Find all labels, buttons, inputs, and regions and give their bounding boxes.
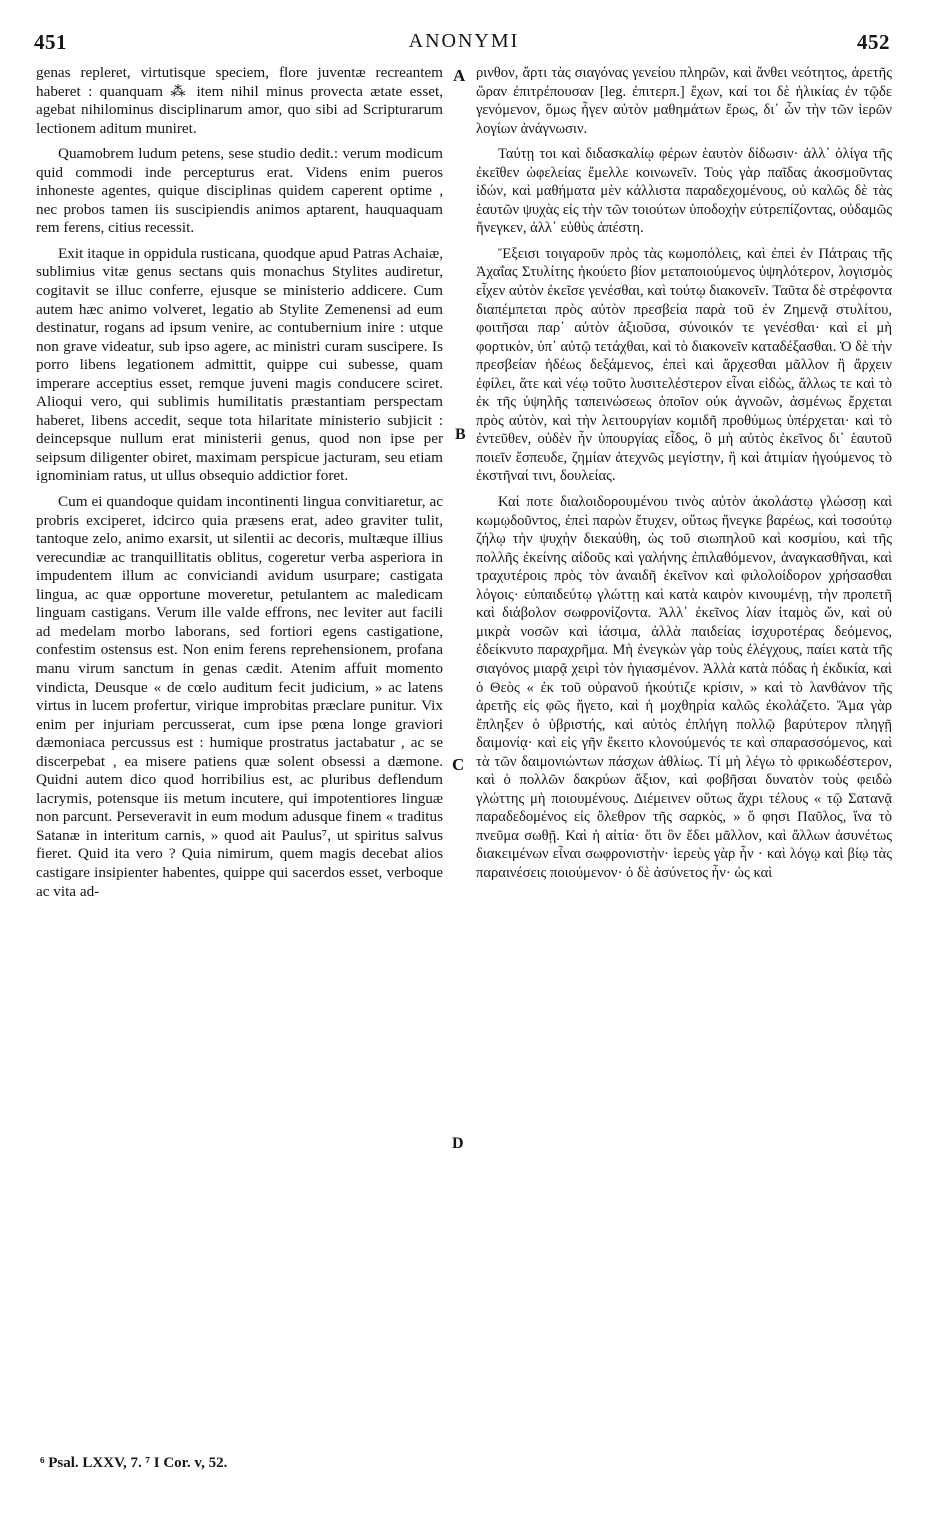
latin-paragraph-4: Cum ei quandoque quidam incontinenti lingua convitiaretur, ac probris exciperet, idcirco quia præsens erat, adeo graviter tulit, tantoque zelo, animo exarsit, ut silentii ac decoris, multæque illius verecundiæ ac tranquillitatis oblitus, cogeretur verba asperiora in impudentem illum ac conviciandi avidum usurpare; castigata lingua, ac quæ opportune moveretur, petulantem ac maledicam linguam castigans. Verum ille valde effrons, nec leviter aut facili ad medelam morbo laborans, sed fortiori egens castigatione, confestim ostensus est. Non enim ferens reprehensionem, profana manu virum sanctum in genas cædit. Atenim affuit momento vindicta, Deusque « de cœlo auditum fecit judicium, » ac latens virtus in lucem profertur, virique improbitas præclare punitur. Vix enim per injuriam percusserat, cum ipse pœna longe graviori dæmoniaca percussus est : humique prostratus jactabatur , ac se discerpebat , ea misere patiens quæ solent obsessi a dæmone. Quidni autem dico quod horribilius est, ac pluribus deflendum lacrymis, potensque iis metum incutere, qui impotentiores linguæ non parcunt. Perseveravit in eum modum adusque finem « traditus Satanæ in interitum carnis, » quod ait Paulus⁷, ut spiritus salvus fieret. Quid ita vero ? Quia nimirum, quem magis decebat alios castigare insipienter habentes, quippe qui sacerdos esset, verboque ac vita ad- [36, 493, 443, 900]
footnotes: ⁶ Psal. LXXV, 7. ⁷ I Cor. v, 52. [40, 1455, 228, 1471]
greek-column [476, 64, 892, 890]
margin-letter-d: D [452, 1135, 464, 1152]
running-title: ΑΝΟΝΥΜΙ [408, 30, 520, 52]
latin-paragraph-2: Quamobrem ludum petens, sese studio dedit.: verum modicum quid commodi inde percepturus erat. Videns enim pueros inhoneste agentes, quique disciplinas quidem caperent optime , nec probos tamen iis suscipiendis animos aptarent, hauquaquam rem ferens, citius recessit. [36, 145, 443, 237]
page-number-left: 451 [34, 30, 67, 54]
margin-letter-a: A [453, 66, 466, 85]
latin-paragraph-3: Exit itaque in oppidula rusticana, quodque apud Patras Achaiæ, sublimius vitæ genus sectans quis monachus Stylites audiretur, cogitavit se illuc conferre, ejusque se ministerio addicere. Cum autem hæc animo volveret, legatio ab Stylite Zemenensi ad eum destinatur, rogans ad ipsum venire, ac contubernium inire : utque non grave videatur, sub ipso agere, ac ministri curam suscipere. Is porro libens legationem admittit, quippe cui subesse, quam imperare acceptius esset, remque juveni magis conducere sciret. Alioqui vero, qui sublimis humilitatis præstantiam perspectam haberet, libens accedit, seque tota hilaritate ministerio subjicit : deincepsque nullum erat ministerii genus, quod non ipse per seipsum diligenter obiret, maximam perspicue jacturam, seu etiam ignominiam ratus, ut ullus obsequio addictior foret. [36, 244, 443, 485]
margin-letter-b: B [455, 426, 466, 443]
latin-paragraph-1: genas repleret, virtutisque speciem, flore juventæ recreantem haberet : quanquam ⁂ item nihil minus provecta ætate esset, agebat nihilominus disciplinarum amor, quo sibi ad Scripturarum lectionem aditum muniret. [36, 64, 443, 137]
greek-paragraph-2: Ταύτῃ τοι καὶ διδασκαλίῳ φέρων ἑαυτὸν δίδωσιν· ἀλλ᾽ ὀλίγα τῆς ἐκεῖθεν ὠφελείας ἔμελλε κοινωνεῖν. Τοὺς γὰρ παῖδας ἀκοσμοῦντας ἰδών, καὶ μαθήματα μὲν κάλλιστα παραδεχομένους, οὐ καλῶς δὲ τὰς ἑαυτῶν ψυχὰς εἰς τὴν τῶν τοιούτων ὑποδοχὴν εὐτρεπίζοντας, οὐδαμῶς ἤνεγκεν, ἀλλ᾽ εὐθὺς ἀπέστη. [476, 146, 892, 237]
page-number-right: 452 [857, 30, 890, 54]
margin-letter-c: C [452, 755, 465, 774]
running-header [0, 30, 928, 56]
greek-paragraph-1: ρινθον, ἄρτι τὰς σιαγόνας γενείου πληρῶν, καὶ ἄνθει νεότητος, ἀρετῆς ὥραν ἐπιτρέπουσαν [leg. ἐπιτερπ.] ἔχων, καί τοι δὲ ἡλικίας ἐν τῷδε γενόμενον, ὅμως ἦγεν αὐτὸν μαθημάτων ἔρως, δι᾽ ὧν τὴν τῶν ἱερῶν λογίων ἀνάγνωσιν. [476, 65, 892, 137]
greek-paragraph-4: Καί ποτε διαλοιδορουμένου τινὸς αὐτὸν ἀκολάστῳ γλώσσῃ καὶ κωμῳδοῦντος, ἐπεὶ παρὼν ἔτυχεν, οὕτως ἤνεγκε βαρέως, καὶ τοσούτῳ ζήλῳ τὴν ψυχὴν διεκαύθη, ὡς τοῦ σιωπηλοῦ καὶ κοσμίου, καὶ τῆς πολλῆς ἐκείνης αἰδοῦς καὶ γαλήνης ἐπιλαθόμενον, ἀναγκασθῆναι, καὶ τραχυτέροις πρὸς τὸν ἀναιδῆ ἐκεῖνον καὶ φιλολοίδορον χρήσασθαι λόγοις· εὐπαιδεύτῳ γλώττῃ καὶ κατὰ καιρὸν κινουμένῃ, τὴν προπετῆ καὶ διάβολον σωφρονίζοντα. Ἀλλ᾽ ἐκεῖνος λίαν ἰταμὸς ὤν, καὶ οὐ μικρὰ νοσῶν καὶ ἰάσιμα, ἀλλὰ παιδείας ἰσχυροτέρας δεόμενος, ἐδείκνυτο παραχρῆμα. Μὴ ἐνεγκὼν γὰρ τοὺς ἐλέγχους, παίει κατὰ τῆς σιαγόνος μιαρᾷ χειρὶ τὸν ἡγιασμένον. Ἀλλὰ κατὰ πόδας ἡ ἐκδικία, καὶ ὁ Θεὸς « ἐκ τοῦ οὐρανοῦ ἠκούτιζε κρίσιν, » καὶ τὸ λανθάνον τῆς ἀρετῆς εἰς φῶς ἤγετο, καὶ ἡ μοχθηρία καλῶς ἐκολάζετο. Ἅμα γὰρ ἔπληξεν ὁ ὑβριστής, καὶ αὐτὸς ἐπλήγη πολλῷ βαρύτερον πληγῇ δαιμονίᾳ· καὶ εἰς γῆν ἔκειτο κλονούμενός τε καὶ σπαρασσόμενος, καὶ τὰ τῶν δαιμονιώντων πάσχων ἀθλίως. Τί μὴ λέγω τὸ φρικωδέστερον, καὶ ὁ πολλῶν δακρύων ἄξιον, καὶ φοβῆσαι δυνατὸν τοὺς φειδὼ γλώττης μὴ ποιουμένους. Διέμεινεν οὕτως ἄχρι τέλους « τῷ Σατανᾷ παραδεδομένος εἰς ὄλεθρον τῆς σαρκὸς, » ὅ φησι Παῦλος, ἵνα τὸ πνεῦμα σωθῇ. Καὶ ἡ αἰτία· ὅτι ὃν ἔδει μᾶλλον, καὶ ἄλλων ἀσυνέτως διακειμένων εἶναι σωφρονιστὴν· ἱερεὺς γὰρ ἦν · καὶ λόγῳ καὶ βίῳ τὰς παραινέσεις ποιούμενον· ὁ δὲ ἀσύνετος ἦν· ὡς καὶ [476, 494, 892, 881]
greek-paragraph-3: Ἔξεισι τοιγαροῦν πρὸς τὰς κωμοπόλεις, καὶ ἐπεὶ ἐν Πάτραις τῆς Ἀχαΐας Στυλίτης ἠκούετο βίον μεταποιούμενος ὑψηλότερον, λογισμὸς εἶχεν αὐτὸν ἐκεῖσε γενέσθαι, καὶ τούτῳ διακονεῖν. Ταῦτα δὲ στρέφοντα διαπέμπεται πρὸς αὐτὸν πρεσβεία παρὰ τοῦ ἐν Ζημενᾷ στυλίτου, φοιτῆσαι παρ᾽ αὐτὸν ἀξιοῦσα, σύνοικόν τε γενέσθαι· καὶ εἰ μὴ φορτικὸν, ὑπ᾽ αὐτῷ τετάχθαι, καὶ τὸ διακονεῖν καταδέξασθαι. Ὁ δὲ τὴν πρεσβείαν ἡδέως δεξάμενος, ἐπεὶ καὶ ἄρχεσθαι μᾶλλον ἢ ἄρχειν ἐφίλει, ἅτε καὶ νέῳ τοῦτο λυσιτελέστερον εἶναι εἰδὼς, ἄλλως τε καὶ τὸ ἐκ τῆς ὑψηλῆς ταπεινώσεως ὁποῖον οὐκ ἀγνοῶν, ἀσμένως ἔρχεται πρὸς αὐτὸν, καὶ τὴν λειτουργίαν κομιδῆ προθύμως ὑπέρχεται· καὶ τὸ ἐντεῦθεν, οὐδὲν ἦν ὑπουργίας εἶδος, ὃ μὴ αὐτὸς ἐκεῖνος δι᾽ ἑαυτοῦ ποιεῖν ἔσπευδε, ζημίαν ἀτεχνῶς μεγίστην, ἢ καὶ ἀτιμίαν ἡγούμενος τὸ ἐκστῆναί τινι, δουλείας. [476, 245, 892, 485]
latin-column [36, 64, 443, 908]
